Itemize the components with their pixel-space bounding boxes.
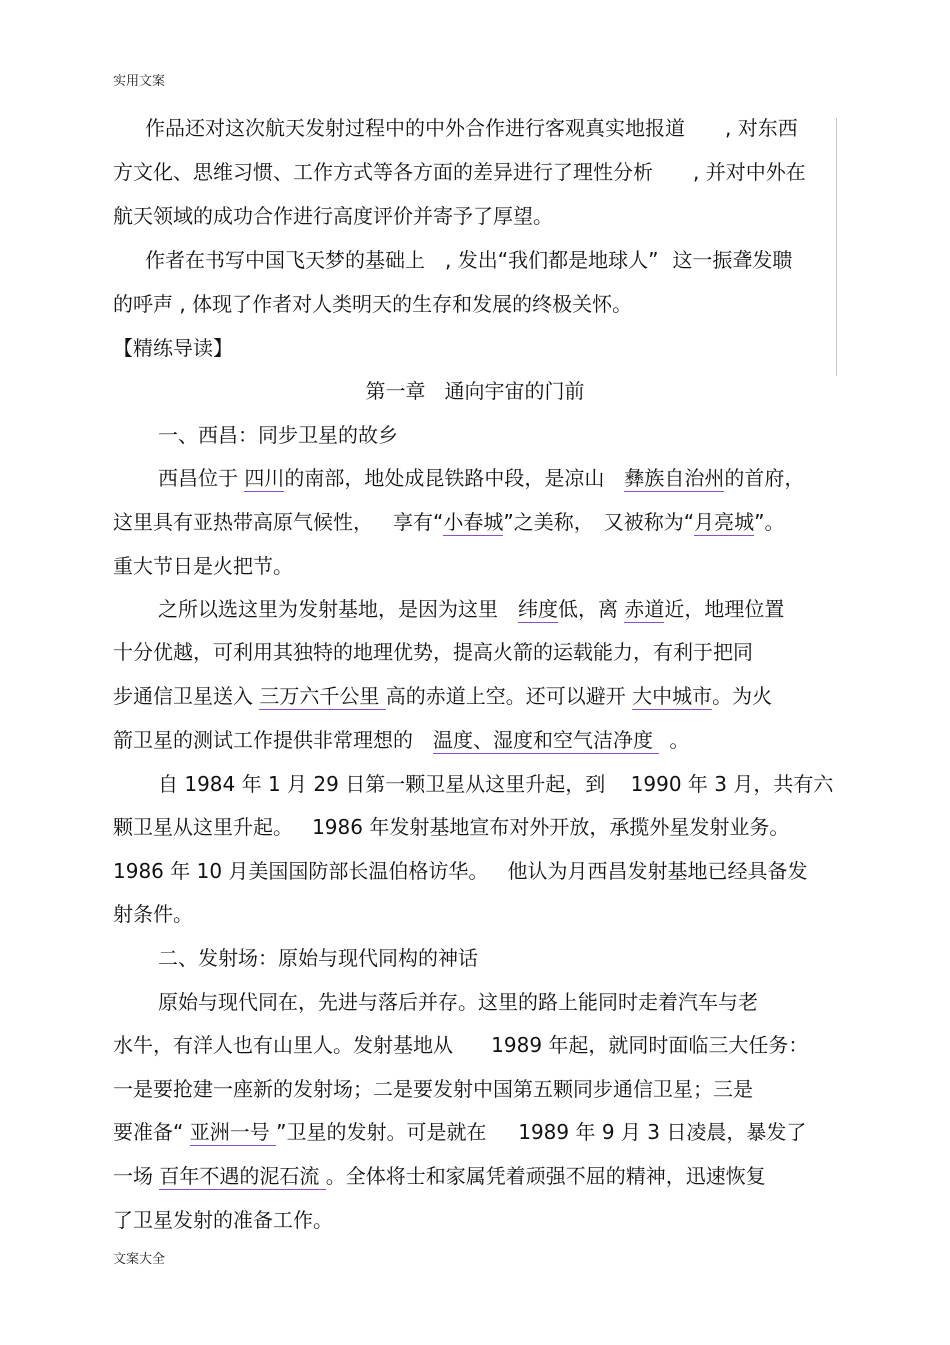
underlined-term: 亚洲一号	[189, 1120, 277, 1144]
sub1-line9: 颗卫星从这里升起。 1986 年发射基地宣布对外开放，承揽外星发射业务。	[113, 815, 790, 839]
intro-p1-line1	[145, 114, 798, 142]
text-span: 这一振聋发聩	[672, 248, 793, 272]
text-span: 。	[669, 728, 690, 752]
text-span: 之所以选这里为发射基地，是因为这里	[158, 597, 498, 621]
text-span: 低，离	[558, 597, 625, 621]
sub2-line4	[113, 1118, 806, 1146]
sub1-line6	[113, 682, 772, 710]
subsection1-heading: 一、西昌：同步卫星的故乡	[158, 423, 398, 447]
sub2-line5	[113, 1162, 766, 1190]
text-span: 。全体将士和家属凭着顽强不屈的精神，迅速恢复	[325, 1164, 766, 1188]
underlined-term: 大中城市	[632, 684, 713, 708]
text-span: , 对东西	[725, 116, 798, 140]
intro-p2-line2: 的呼声 , 体现了作者对人类明天的生存和发展的终极关怀。	[113, 292, 633, 316]
text-span: 的首府，	[724, 466, 805, 490]
text-span: 又被称为“	[603, 510, 695, 534]
text-span: ”卫星的发射。可是就在 1989 年 9 月 3 日凌晨，暴发了	[276, 1120, 807, 1144]
intro-p1-line3: 航天领域的成功合作进行高度评价并寄予了厚望。	[113, 204, 553, 228]
underlined-term: 赤道	[624, 597, 665, 621]
underlined-term: 百年不遇的泥石流	[159, 1164, 326, 1188]
text-span: ”。	[754, 510, 785, 534]
sub1-line11: 射条件。	[113, 902, 193, 926]
sub2-line6: 了卫星发射的准备工作。	[113, 1208, 333, 1232]
sub1-line3: 重大节日是火把节。	[113, 554, 293, 578]
underlined-term: 四川	[244, 466, 285, 490]
margin-rule	[836, 118, 837, 376]
sub2-line2: 水牛，有洋人也有山里人。发射基地从 1989 年起，就同时面临三大任务：	[113, 1033, 809, 1057]
text-span: 步通信卫星送入	[113, 684, 260, 708]
text-span: 的南部，地处成昆铁路中段，是凉山	[284, 466, 605, 490]
underlined-term: 彝族自治州	[624, 466, 725, 490]
text-span: 享有“	[393, 510, 444, 534]
text-span: , 并对中外在	[693, 160, 806, 184]
underlined-term: 月亮城	[694, 510, 755, 534]
text-span: 。为火	[712, 684, 773, 708]
sub1-line4	[158, 595, 784, 623]
sub2-line3: 一是要抢建一座新的发射场；二是要发射中国第五颗同步通信卫星；三是	[113, 1077, 753, 1101]
text-span: 西昌位于	[158, 466, 245, 490]
sub1-line7	[113, 726, 689, 754]
sub1-line5: 十分优越，可利用其独特的地理优势，提高火箭的运载能力，有利于把同	[113, 640, 753, 664]
text-span: 作者在书写中国飞天梦的基础上	[145, 248, 425, 272]
text-span: , 发出“我们都是地球人”	[445, 248, 659, 272]
underlined-term: 温度、湿度和空气洁净度	[433, 728, 660, 752]
sub1-line1	[158, 464, 804, 492]
page-footer-label: 文案大全	[113, 1252, 166, 1267]
page-header-label: 实用文案	[113, 74, 166, 89]
text-span: 方文化、思维习惯、工作方式等各方面的差异进行了理性分析	[113, 160, 653, 184]
text-span: ”之美称，	[503, 510, 594, 534]
sub2-line1: 原始与现代同在，先进与落后并存。这里的路上能同时走着汽车与老	[158, 990, 758, 1014]
sub1-line10: 1986 年 10 月美国国防部长温伯格访华。 他认为月西昌发射基地已经具备发	[113, 859, 808, 883]
sub1-line8: 自 1984 年 1 月 29 日第一颗卫星从这里升起，到 1990 年 3 月，共有六	[158, 772, 834, 796]
text-span: 箭卫星的测试工作提供非常理想的	[113, 728, 413, 752]
sub1-line2	[113, 508, 785, 536]
intro-p2-line1	[145, 246, 792, 274]
underlined-term: 小春城	[443, 510, 504, 534]
text-span: 一场	[113, 1164, 160, 1188]
text-span: 这里具有亚热带高原气候性，	[113, 510, 373, 534]
intro-p1-line2	[113, 158, 806, 186]
chapter-title: 第一章 通向宇宙的门前	[365, 379, 585, 403]
section-heading: 【精练导读】	[113, 336, 233, 360]
text-span: 作品还对这次航天发射过程中的中外合作进行客观真实地报道	[145, 116, 685, 140]
text-span: 近，地理位置	[664, 597, 785, 621]
underlined-term: 纬度	[518, 597, 558, 621]
underlined-term: 三万六千公里	[259, 684, 386, 708]
text-span: 高的赤道上空。还可以避开	[385, 684, 633, 708]
subsection2-heading: 二、发射场：原始与现代同构的神话	[158, 946, 478, 970]
text-span: 要准备“	[113, 1120, 190, 1144]
